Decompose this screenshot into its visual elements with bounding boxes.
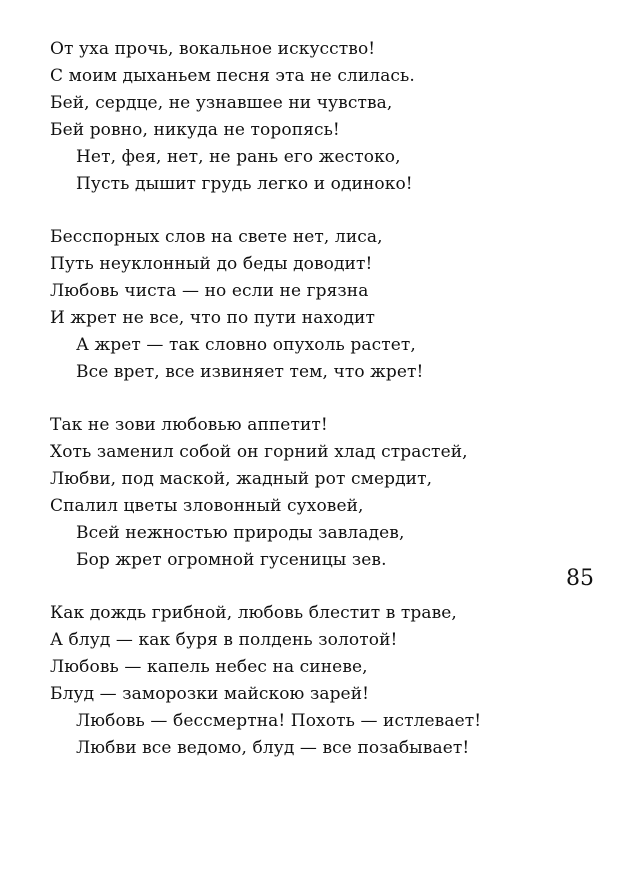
poem-line: Любовь чиста — но если не грязна [50,281,369,301]
poem-line: Бей, сердце, не узнавшее ни чувства, [50,93,393,113]
poem-line: С моим дыханьем песня эта не слилась. [50,66,415,86]
poem-line: Как дождь грибной, любовь блестит в траве, [50,603,457,623]
poem-line: Блуд — заморозки майскою зарей! [50,684,370,704]
poem-line-indented: Любви все ведомо, блуд — все позабывает! [76,738,470,758]
poem-line: Хоть заменил собой он горний хлад страстей, [50,442,468,462]
poem-text [50,36,520,788]
stanza-3 [50,412,520,574]
stanza-4 [50,600,520,762]
poem-line-indented: Пусть дышит грудь легко и одиноко! [76,174,413,194]
poem-line: Любви, под маской, жадный рот смердит, [50,469,433,489]
poem-line-indented: А жрет — так словно опухоль растет, [76,335,416,355]
poem-line: Путь неуклонный до беды доводит! [50,254,373,274]
poem-line: А блуд — как буря в полдень золотой! [50,630,398,650]
poem-line: От уха прочь, вокальное искусство! [50,39,376,59]
poem-line: Бей ровно, никуда не торопясь! [50,120,340,140]
poem-line-indented: Все врет, все извиняет тем, что жрет! [76,362,424,382]
poem-line-indented: Любовь — бессмертна! Похоть — истлевает! [76,711,482,731]
poem-line-indented: Всей нежностью природы завладев, [76,523,405,543]
stanza-1 [50,36,520,198]
poem-line-indented: Бор жрет огромной гусеницы зев. [76,550,387,570]
poem-line: Так не зови любовью аппетит! [50,415,328,435]
poem-line: Любовь — капель небес на синеве, [50,657,368,677]
poem-line: Бесспорных слов на свете нет, лиса, [50,227,383,247]
page-number: 85 [566,566,594,591]
poem-line: Спалил цветы зловонный суховей, [50,496,364,516]
poem-line-indented: Нет, фея, нет, не рань его жестоко, [76,147,401,167]
poem-line: И жрет не все, что по пути находит [50,308,375,328]
stanza-2 [50,224,520,386]
